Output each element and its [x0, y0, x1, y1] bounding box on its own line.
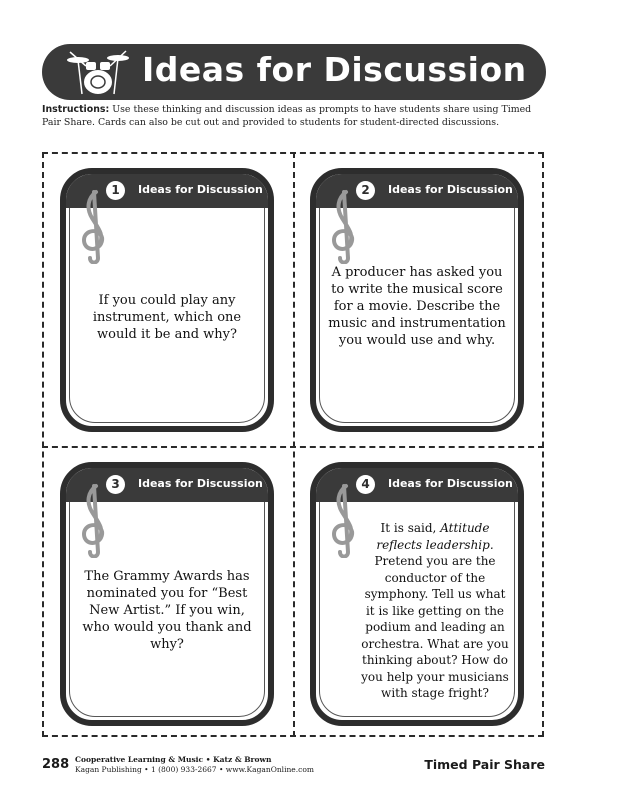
cut-line-vertical — [293, 152, 295, 737]
card-number: 4 — [356, 475, 375, 494]
card-header-title: Ideas for Discussion — [138, 477, 263, 490]
card-prompt-quote: Attitude reflects leadership. — [376, 521, 494, 552]
page-title: Ideas for Discussion — [142, 50, 527, 89]
card-header-title: Ideas for Discussion — [138, 183, 263, 196]
treble-clef-icon — [326, 482, 362, 558]
card-prompt-intro: It is said, — [380, 521, 441, 535]
discussion-card-1 — [60, 168, 274, 432]
instructions-text: Use these thinking and discussion ideas as prompts to have students share using Timed Pair Share. Cards can also be cut out and provided to students for student-directed discussions. — [42, 104, 532, 128]
card-prompt: If you could play any instrument, which one would it be and why? — [92, 293, 242, 342]
instructions — [42, 104, 552, 129]
header-banner — [42, 44, 546, 100]
card-prompt — [360, 520, 510, 702]
instructions-label: Instructions: — [42, 104, 110, 115]
treble-clef-icon — [76, 188, 112, 264]
treble-clef-icon — [326, 188, 362, 264]
discussion-card-2 — [310, 168, 524, 432]
discussion-card-3 — [60, 462, 274, 726]
page-number: 288 — [42, 757, 70, 772]
card-header-title: Ideas for Discussion — [388, 183, 513, 196]
card-header-title: Ideas for Discussion — [388, 477, 513, 490]
card-prompt: The Grammy Awards has nominated you for “Best New Artist.” If you win, who would you thank and why? — [82, 569, 252, 652]
footer-book: Cooperative Learning & Music • Katz & Brown — [75, 755, 272, 764]
card-number: 1 — [106, 181, 125, 200]
card-prompt: A producer has asked you to write the musical score for a movie. Describe the music and instrumentation you would use and why. — [328, 265, 506, 348]
card-number: 3 — [106, 475, 125, 494]
discussion-card-4 — [310, 462, 524, 726]
footer-publisher: Kagan Publishing • 1 (800) 933-2667 • www.KaganOnline.com — [75, 765, 314, 774]
cut-line-horizontal — [42, 446, 544, 448]
footer-structure: Timed Pair Share — [424, 757, 545, 772]
card-prompt-rest: Pretend you are the conductor of the symphony. Tell us what it is like getting on the podium and leading an orchestra. What are you thinking about? How do you help your musicians with stage fright? — [361, 554, 509, 700]
drum-kit-icon — [66, 48, 130, 98]
card-number: 2 — [356, 181, 375, 200]
treble-clef-icon — [76, 482, 112, 558]
